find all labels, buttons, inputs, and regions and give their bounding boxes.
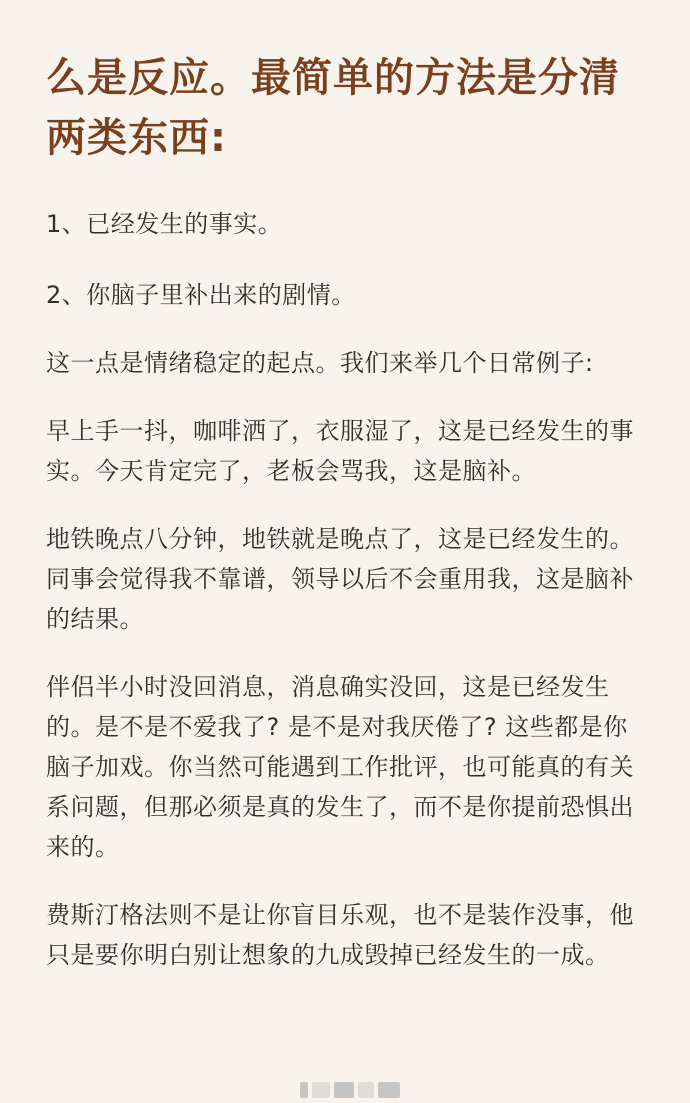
watermark-mark [378, 1082, 400, 1098]
list-item-2: 2、你脑子里补出来的剧情。 [46, 281, 356, 309]
paragraph-coffee-example: 早上手一抖，咖啡洒了，衣服湿了，这是已经发生的事实。今天肯定完了，老板会骂我，这是脑补。 [46, 417, 634, 485]
watermark-mark [300, 1082, 308, 1098]
paragraph-intro: 这一点是情绪稳定的起点。我们来举几个日常例子: [46, 349, 594, 377]
watermark-logo [300, 1080, 410, 1100]
list-item-1: 1、已经发生的事实。 [46, 210, 283, 238]
article-title: 么是反应。最简单的方法是分清两类东西: [46, 55, 620, 161]
watermark-mark [334, 1082, 354, 1098]
watermark-mark [358, 1082, 374, 1098]
paragraph-partner-example: 伴侣半小时没回消息，消息确实没回，这是已经发生的。是不是不爱我了? 是不是对我厌倦了? 这些都是你脑子加戏。你当然可能遇到工作批评，也可能真的有关系问题，但那必须是真的发生了，而不是你提前恐惧出来的。 [46, 673, 634, 861]
watermark-mark [312, 1082, 330, 1098]
paragraph-conclusion: 费斯汀格法则不是让你盲目乐观，也不是装作没事，他只是要你明白别让想象的九成毁掉已经发生的一成。 [46, 901, 634, 969]
paragraph-subway-example: 地铁晚点八分钟，地铁就是晚点了，这是已经发生的。同事会觉得我不靠谱，领导以后不会重用我，这是脑补的结果。 [46, 525, 634, 633]
